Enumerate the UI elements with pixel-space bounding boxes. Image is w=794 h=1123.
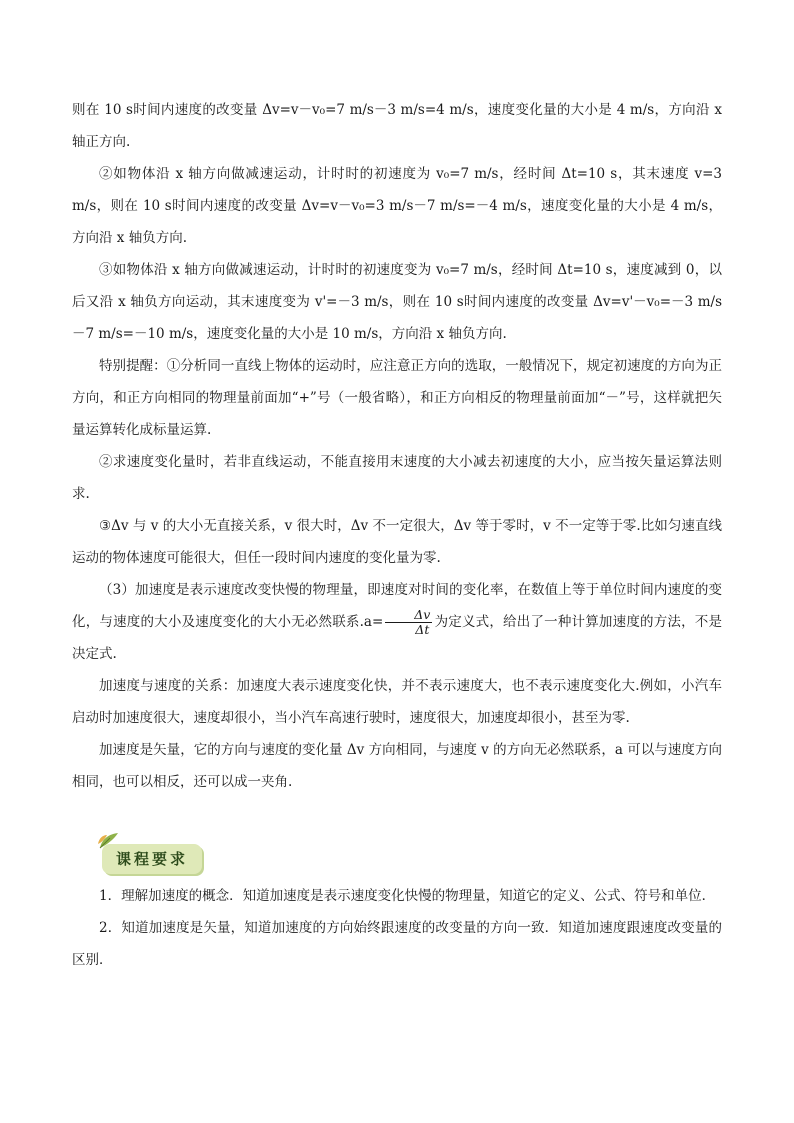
acceleration-formula-fraction bbox=[385, 608, 432, 637]
paragraph-velocity-change-positive: 则在 10 s时间内速度的改变量 Δv=v－v₀=7 m/s－3 m/s=4 m/s，速度变化量的大小是 4 m/s，方向沿 x 轴正方向. bbox=[72, 102, 722, 150]
formula-denominator: Δt bbox=[415, 622, 430, 637]
paragraph-delta-v-relation: ③Δv 与 v 的大小无直接关系，v 很大时，Δv 不一定很大，Δv 等于零时，v 不一定等于零.比如匀速直线运动的物体速度可能很大，但任一段时间内速度的变化量为零. bbox=[72, 518, 722, 566]
paragraph-special-reminder: 特别提醒：①分析同一直线上物体的运动时，应注意正方向的选取，一般情况下，规定初速度的方向为正方向，和正方向相同的物理量前面加“+”号（一般省略），和正方向相反的物理量前面加“－”号，这样就把矢量运算转化成标量运算. bbox=[72, 358, 722, 438]
paragraph-acceleration-vs-velocity: 加速度与速度的关系：加速度大表示速度变化快，并不表示速度大，也不表示速度变化大.例如，小汽车启动时加速度很大，速度却很小，当小汽车高速行驶时，速度很大，加速度却很小，甚至为零. bbox=[72, 678, 722, 726]
definition-text-before: （3）加速度是表示速度改变快慢的物理量，即速度对时间的变化率，在数值上等于单位时间内速度的变化，与速度的大小及速度变化的大小无必然联系.a= bbox=[72, 582, 722, 630]
paragraph-acceleration-definition bbox=[72, 574, 722, 670]
paragraph-acceleration-vector: 加速度是矢量，它的方向与速度的变化量 Δv 方向相同，与速度 v 的方向无必然联系，a 可以与速度方向相同，也可以相反，还可以成一夹角. bbox=[72, 742, 722, 790]
requirement-item-1: 1．理解加速度的概念．知道加速度是表示速度变化快慢的物理量，知道它的定义、公式、符号和单位． bbox=[99, 888, 716, 904]
requirement-item-2: 2．知道加速度是矢量，知道加速度的方向始终跟速度的改变量的方向一致．知道加速度跟速度改变量的区别． bbox=[72, 920, 722, 968]
formula-numerator: Δv bbox=[385, 608, 432, 623]
paragraph-reverse-motion-case: ③如物体沿 x 轴方向做减速运动，计时时的初速度变为 v₀=7 m/s，经时间 Δt=10 s，速度减到 0，以后又沿 x 轴负方向运动，其末速度变为 v'=－3 m/s，则在 10 s时间内速度的改变量 Δv=v'－v₀=－3 m/s－7 m/s=－10 m/s，速度变化量的大小是 10 m/s，方向沿 x 轴负方向. bbox=[72, 262, 722, 342]
paragraph-vector-subtraction: ②求速度变化量时，若非直线运动，不能直接用末速度的大小减去初速度的大小，应当按矢量运算法则求. bbox=[72, 454, 722, 502]
section-title: 课程要求 bbox=[115, 850, 188, 868]
section-banner-course-requirements bbox=[102, 838, 204, 874]
section-title-box bbox=[102, 844, 202, 874]
definition-text-after: 为定义式，给出了一种计算加速度的方法，不是决定式. bbox=[72, 614, 722, 662]
document-body bbox=[72, 94, 722, 976]
paragraph-deceleration-case: ②如物体沿 x 轴方向做减速运动，计时时的初速度为 v₀=7 m/s，经时间 Δt=10 s，其末速度 v=3 m/s，则在 10 s时间内速度的改变量 Δv=v－v₀=3 m/s－7 m/s=－4 m/s，速度变化量的大小是 4 m/s，方向沿 x 轴负方向. bbox=[72, 166, 722, 246]
